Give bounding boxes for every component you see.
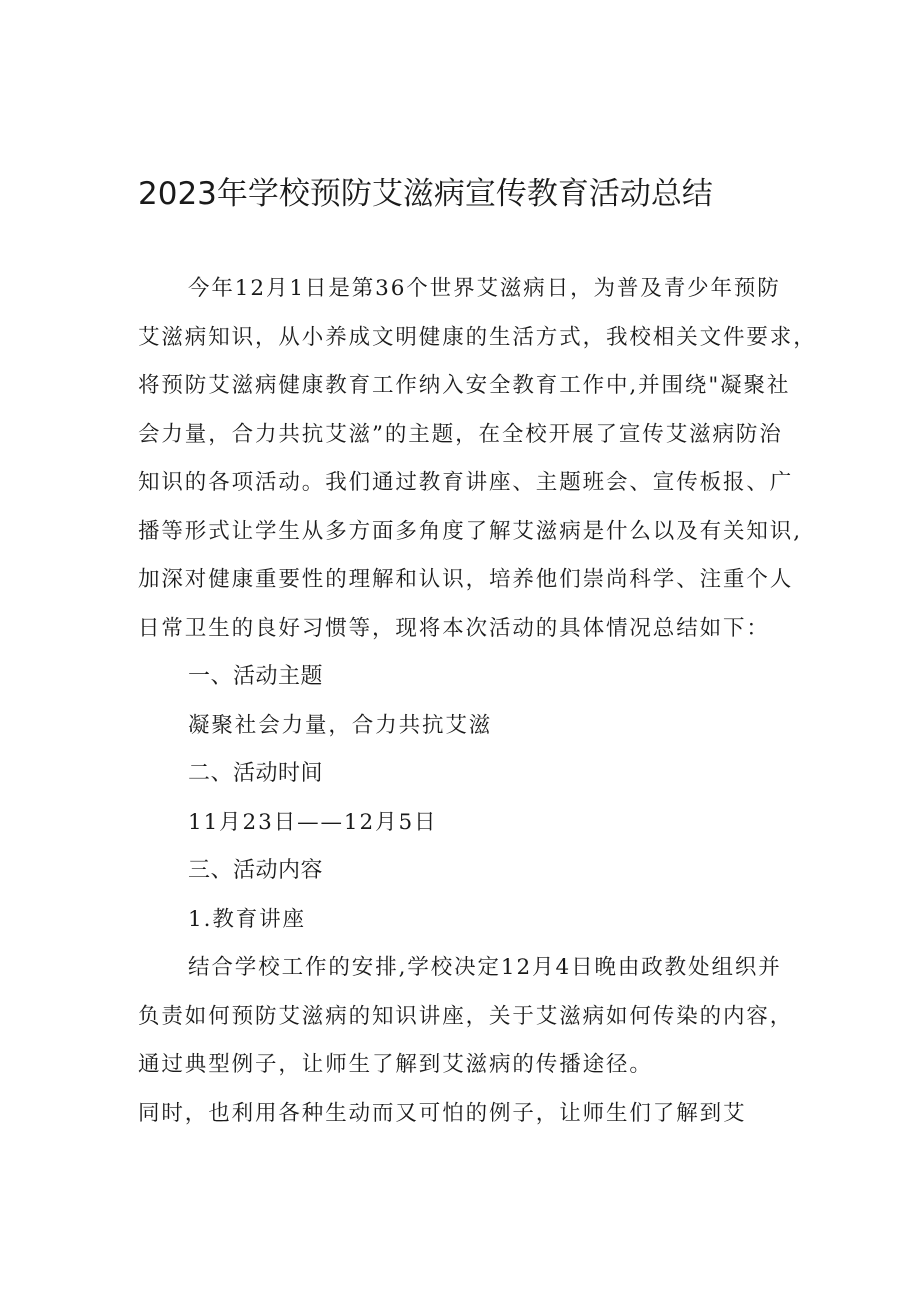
section-heading-time: 二、活动时间: [188, 761, 324, 786]
section-heading-content: 三、活动内容: [188, 858, 324, 883]
intro-line: 会力量，合力共抗艾滋”的主题，在全校开展了宣传艾滋病防治: [138, 421, 783, 447]
continued-line: 同时，也利用各种生动而又可怕的例子，让师生们了解到艾: [138, 1100, 747, 1126]
lecture-paragraph: [138, 944, 803, 1090]
section-text-time: 11月23日——12月5日: [188, 809, 438, 835]
lecture-line: 通过典型例子，让师生了解到艾滋病的传播途径。: [138, 1052, 653, 1077]
intro-paragraph: [138, 265, 817, 653]
intro-line: 艾滋病知识，从小养成文明健康的生活方式，我校相关文件要求，: [138, 324, 817, 350]
intro-line: 日常卫生的良好习惯等，现将本次活动的具体情况总结如下：: [138, 615, 770, 641]
document-title: 2023年学校预防艾滋病宣传教育活动总结: [138, 176, 713, 212]
intro-line: 播等形式让学生从多方面多角度了解艾滋病是什么以及有关知识,: [138, 518, 802, 544]
intro-line: 加深对健康重要性的理解和认识，培养他们崇尚科学、注重个人: [138, 567, 794, 592]
intro-line: 今年12月1日是第36个世界艾滋病日，为普及青少年预防: [188, 276, 781, 301]
document-body: [138, 265, 817, 1138]
subsection-title-lecture: 1.教育讲座: [188, 906, 306, 932]
lecture-line: 结合学校工作的安排,学校决定12月4日晚由政教处组织并: [188, 955, 782, 980]
section-heading-theme: 一、活动主题: [188, 664, 324, 689]
intro-line: 知识的各项活动。我们通过教育讲座、主题班会、宣传板报、广: [138, 470, 794, 495]
lecture-line: 负责如何预防艾滋病的知识讲座，关于艾滋病如何传染的内容，: [138, 1003, 794, 1029]
intro-line: 将预防艾滋病健康教育工作纳入安全教育工作中,并围绕"凝聚社: [138, 373, 791, 398]
section-text-theme: 凝聚社会力量，合力共抗艾滋: [188, 712, 493, 738]
